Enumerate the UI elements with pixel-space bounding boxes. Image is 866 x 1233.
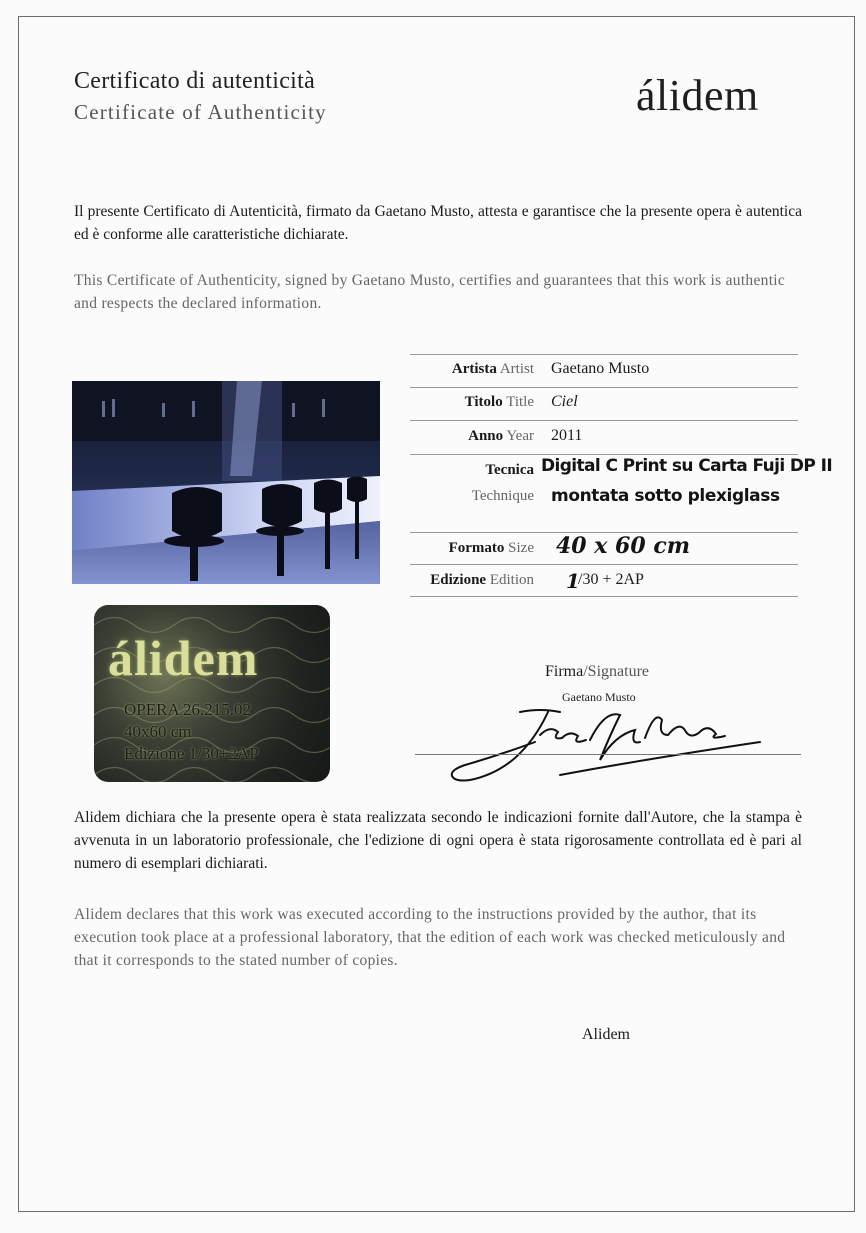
alidem-logo [636,70,759,121]
hologram-logo: álidem [108,630,259,686]
title-label: Titolo Title [464,394,534,410]
size-label: Formato Size [448,540,534,556]
hologram-size: 40x60 cm [124,722,192,741]
edition-value: /30 + 2AP [578,571,644,588]
hologram-opera-code: OPERA 26.215.02 [124,700,252,719]
year-value: 2011 [551,427,583,444]
technique-label-it: Tecnica [485,462,534,478]
closing-signoff: Alidem [582,1026,630,1043]
size-value: 40 x 60 cm [556,533,690,559]
intro-text-en: This Certificate of Authenticity, signed by Gaetano Musto, certifies and guarantees that this work is authentic and respects the declared information. [74,272,786,312]
intro-text-it: Il presente Certificato di Autenticità, firmato da Gaetano Musto, attesta e garantisce che la presente opera è autentica ed è conforme alle caratteristiche dichiarate. [74,203,802,243]
year-label: Anno Year [468,428,534,444]
certificate-title-it: Certificato di autenticità [74,68,316,94]
table-divider [410,387,798,388]
technique-value-line2: montata sotto plexiglass [551,486,780,506]
hologram-edition: Edizione 1/30+2AP [124,744,259,763]
handwritten-signature [440,690,780,790]
hologram-sticker [94,605,330,782]
table-divider [410,354,798,355]
technique-label-en: Technique [471,488,534,504]
table-divider [410,596,798,597]
table-divider [410,420,798,421]
artist-label: Artista Artist [451,361,534,377]
certificate-title-en: Certificate of Authenticity [74,100,327,124]
declaration-text-it: Alidem dichiara che la presente opera è stata realizzata secondo le indicazioni fornite dall'Autore, che la stampa è avvenuta in un laboratorio professionale, che l'edizione di ogni opera è stata rigorosamente controllata ed è pari al numero di esemplari dichiarati. [74,809,802,872]
edition-number: 1 [566,569,580,593]
brand-name: álidem [636,71,759,120]
table-divider [410,454,798,455]
signature-line [415,754,801,755]
artwork-photo [72,381,380,584]
technique-value-line1: Digital C Print su Carta Fuji DP II [541,456,833,476]
signer-name: Gaetano Musto [562,690,636,704]
table-divider [410,564,798,565]
edition-label: Edizione Edition [430,572,534,588]
declaration-text-en: Alidem declares that this work was executed according to the instructions provided by the author, that its execution took place at a professional laboratory, that the edition of each work was checked meticulously and that it corresponds to the stated number of copies. [74,906,786,969]
title-value: Ciel [551,393,578,410]
artist-value: Gaetano Musto [551,360,650,377]
signature-title: Firma/Signature [545,663,649,680]
